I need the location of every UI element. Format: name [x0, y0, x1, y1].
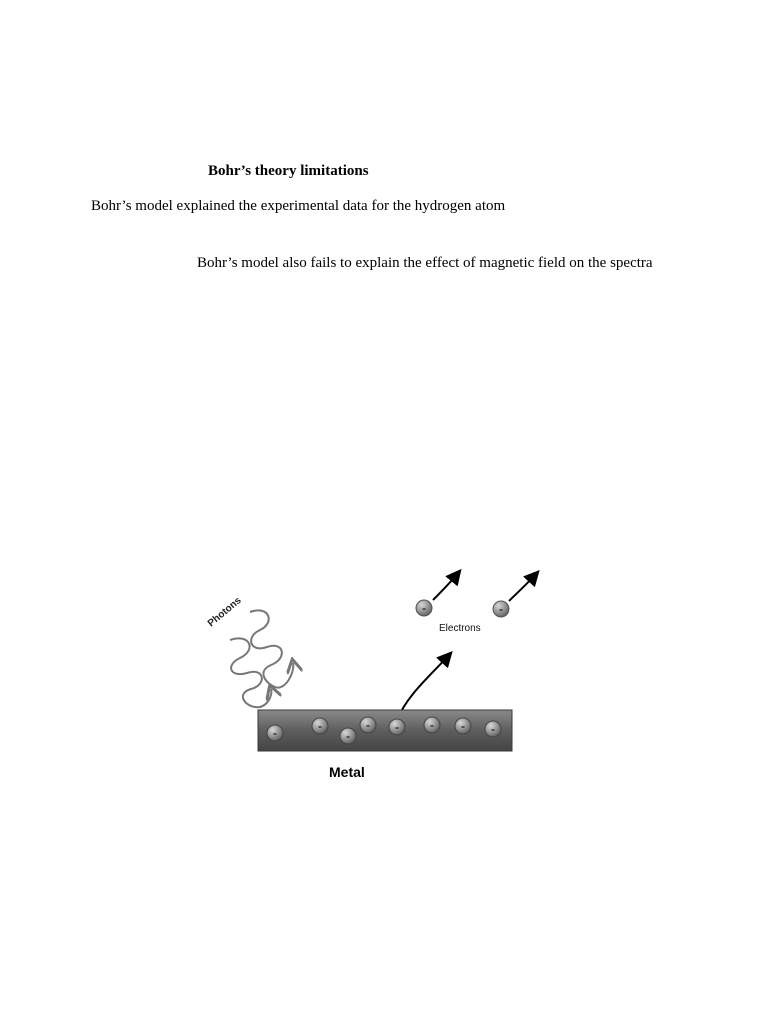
electron-charge-symbol: -	[491, 722, 495, 736]
electron-charge-symbol: -	[395, 720, 399, 734]
electron-charge-symbol: -	[422, 601, 426, 615]
electron-charge-symbol: -	[461, 719, 465, 733]
electron-arrow-2	[509, 573, 537, 601]
metal-surface	[258, 710, 512, 751]
electron-charge-symbol: -	[273, 726, 277, 740]
electron-charge-symbol: -	[318, 719, 322, 733]
metal-label: Metal	[329, 764, 365, 780]
paragraph-2: Bohr’s model also fails to explain the effect of magnetic field on the spectra	[197, 255, 653, 271]
electron-arrow-1	[433, 572, 459, 600]
document-title: Bohr’s theory limitations	[208, 163, 369, 179]
photon-wave-1	[250, 610, 293, 687]
electron-charge-symbol: -	[346, 729, 350, 743]
electron-charge-symbol: -	[499, 602, 503, 616]
photoelectric-effect-diagram	[195, 555, 555, 795]
electrons-label: Electrons	[439, 623, 481, 634]
photons-label: Photons	[205, 595, 244, 630]
photon-wave-2	[230, 638, 271, 707]
paragraph-1: Bohr’s model explained the experimental data for the hydrogen atom	[91, 198, 506, 214]
electron-charge-symbol: -	[430, 718, 434, 732]
electron-charge-symbol: -	[366, 718, 370, 732]
